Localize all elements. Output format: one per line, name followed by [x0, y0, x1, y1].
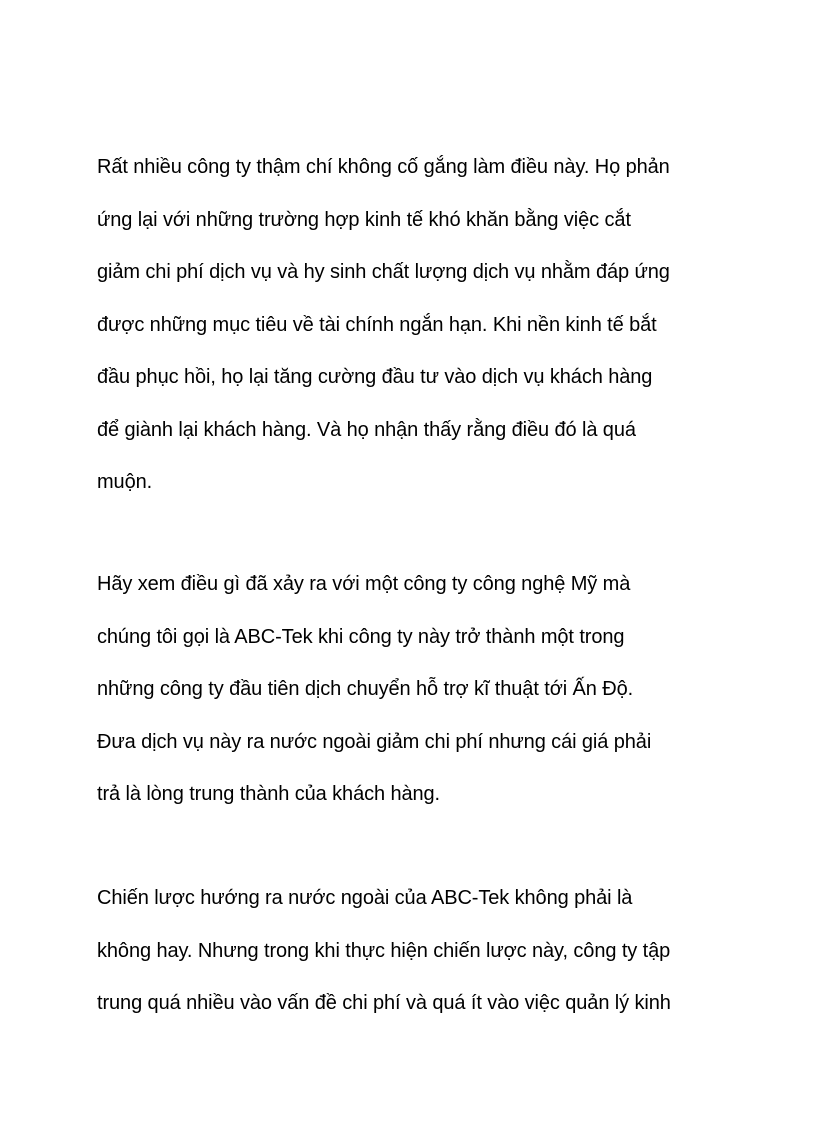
- text-line: Rất nhiều công ty thậm chí không cố gắng làm điều này. Họ phản: [97, 156, 670, 178]
- text-line: được những mục tiêu về tài chính ngắn hạn. Khi nền kinh tế bắt: [97, 313, 657, 336]
- text-line: Đưa dịch vụ này ra nước ngoài giảm chi phí nhưng cái giá phải: [97, 730, 652, 753]
- text-line: không hay. Nhưng trong khi thực hiện chiến lược này, công ty tập: [97, 939, 671, 962]
- text-line: Hãy xem điều gì đã xảy ra với một công ty công nghệ Mỹ mà: [97, 573, 631, 595]
- text-line: để giành lại khách hàng. Và họ nhận thấy rằng điều đó là quá: [97, 418, 636, 441]
- text-line: đầu phục hồi, họ lại tăng cường đầu tư vào dịch vụ khách hàng: [97, 366, 653, 388]
- text-line: chúng tôi gọi là ABC-Tek khi công ty này trở thành một trong: [97, 625, 625, 648]
- text-line: muộn.: [97, 471, 153, 493]
- text-line: giảm chi phí dịch vụ và hy sinh chất lượng dịch vụ nhằm đáp ứng: [97, 261, 670, 283]
- text-line: trả là lòng trung thành của khách hàng.: [97, 783, 441, 805]
- text-line: ứng lại với những trường hợp kinh tế khó khăn bằng việc cắt: [97, 208, 631, 231]
- paragraph-1: [97, 141, 737, 509]
- text-line: Chiến lược hướng ra nước ngoài của ABC-Tek không phải là: [97, 887, 633, 909]
- paragraph-2: [97, 558, 737, 821]
- text-line: những công ty đầu tiên dịch chuyển hỗ trợ kĩ thuật tới Ấn Độ.: [97, 678, 634, 700]
- paragraph-3: [97, 872, 737, 1030]
- text-line: trung quá nhiều vào vấn đề chi phí và quá ít vào việc quản lý kinh: [97, 992, 671, 1014]
